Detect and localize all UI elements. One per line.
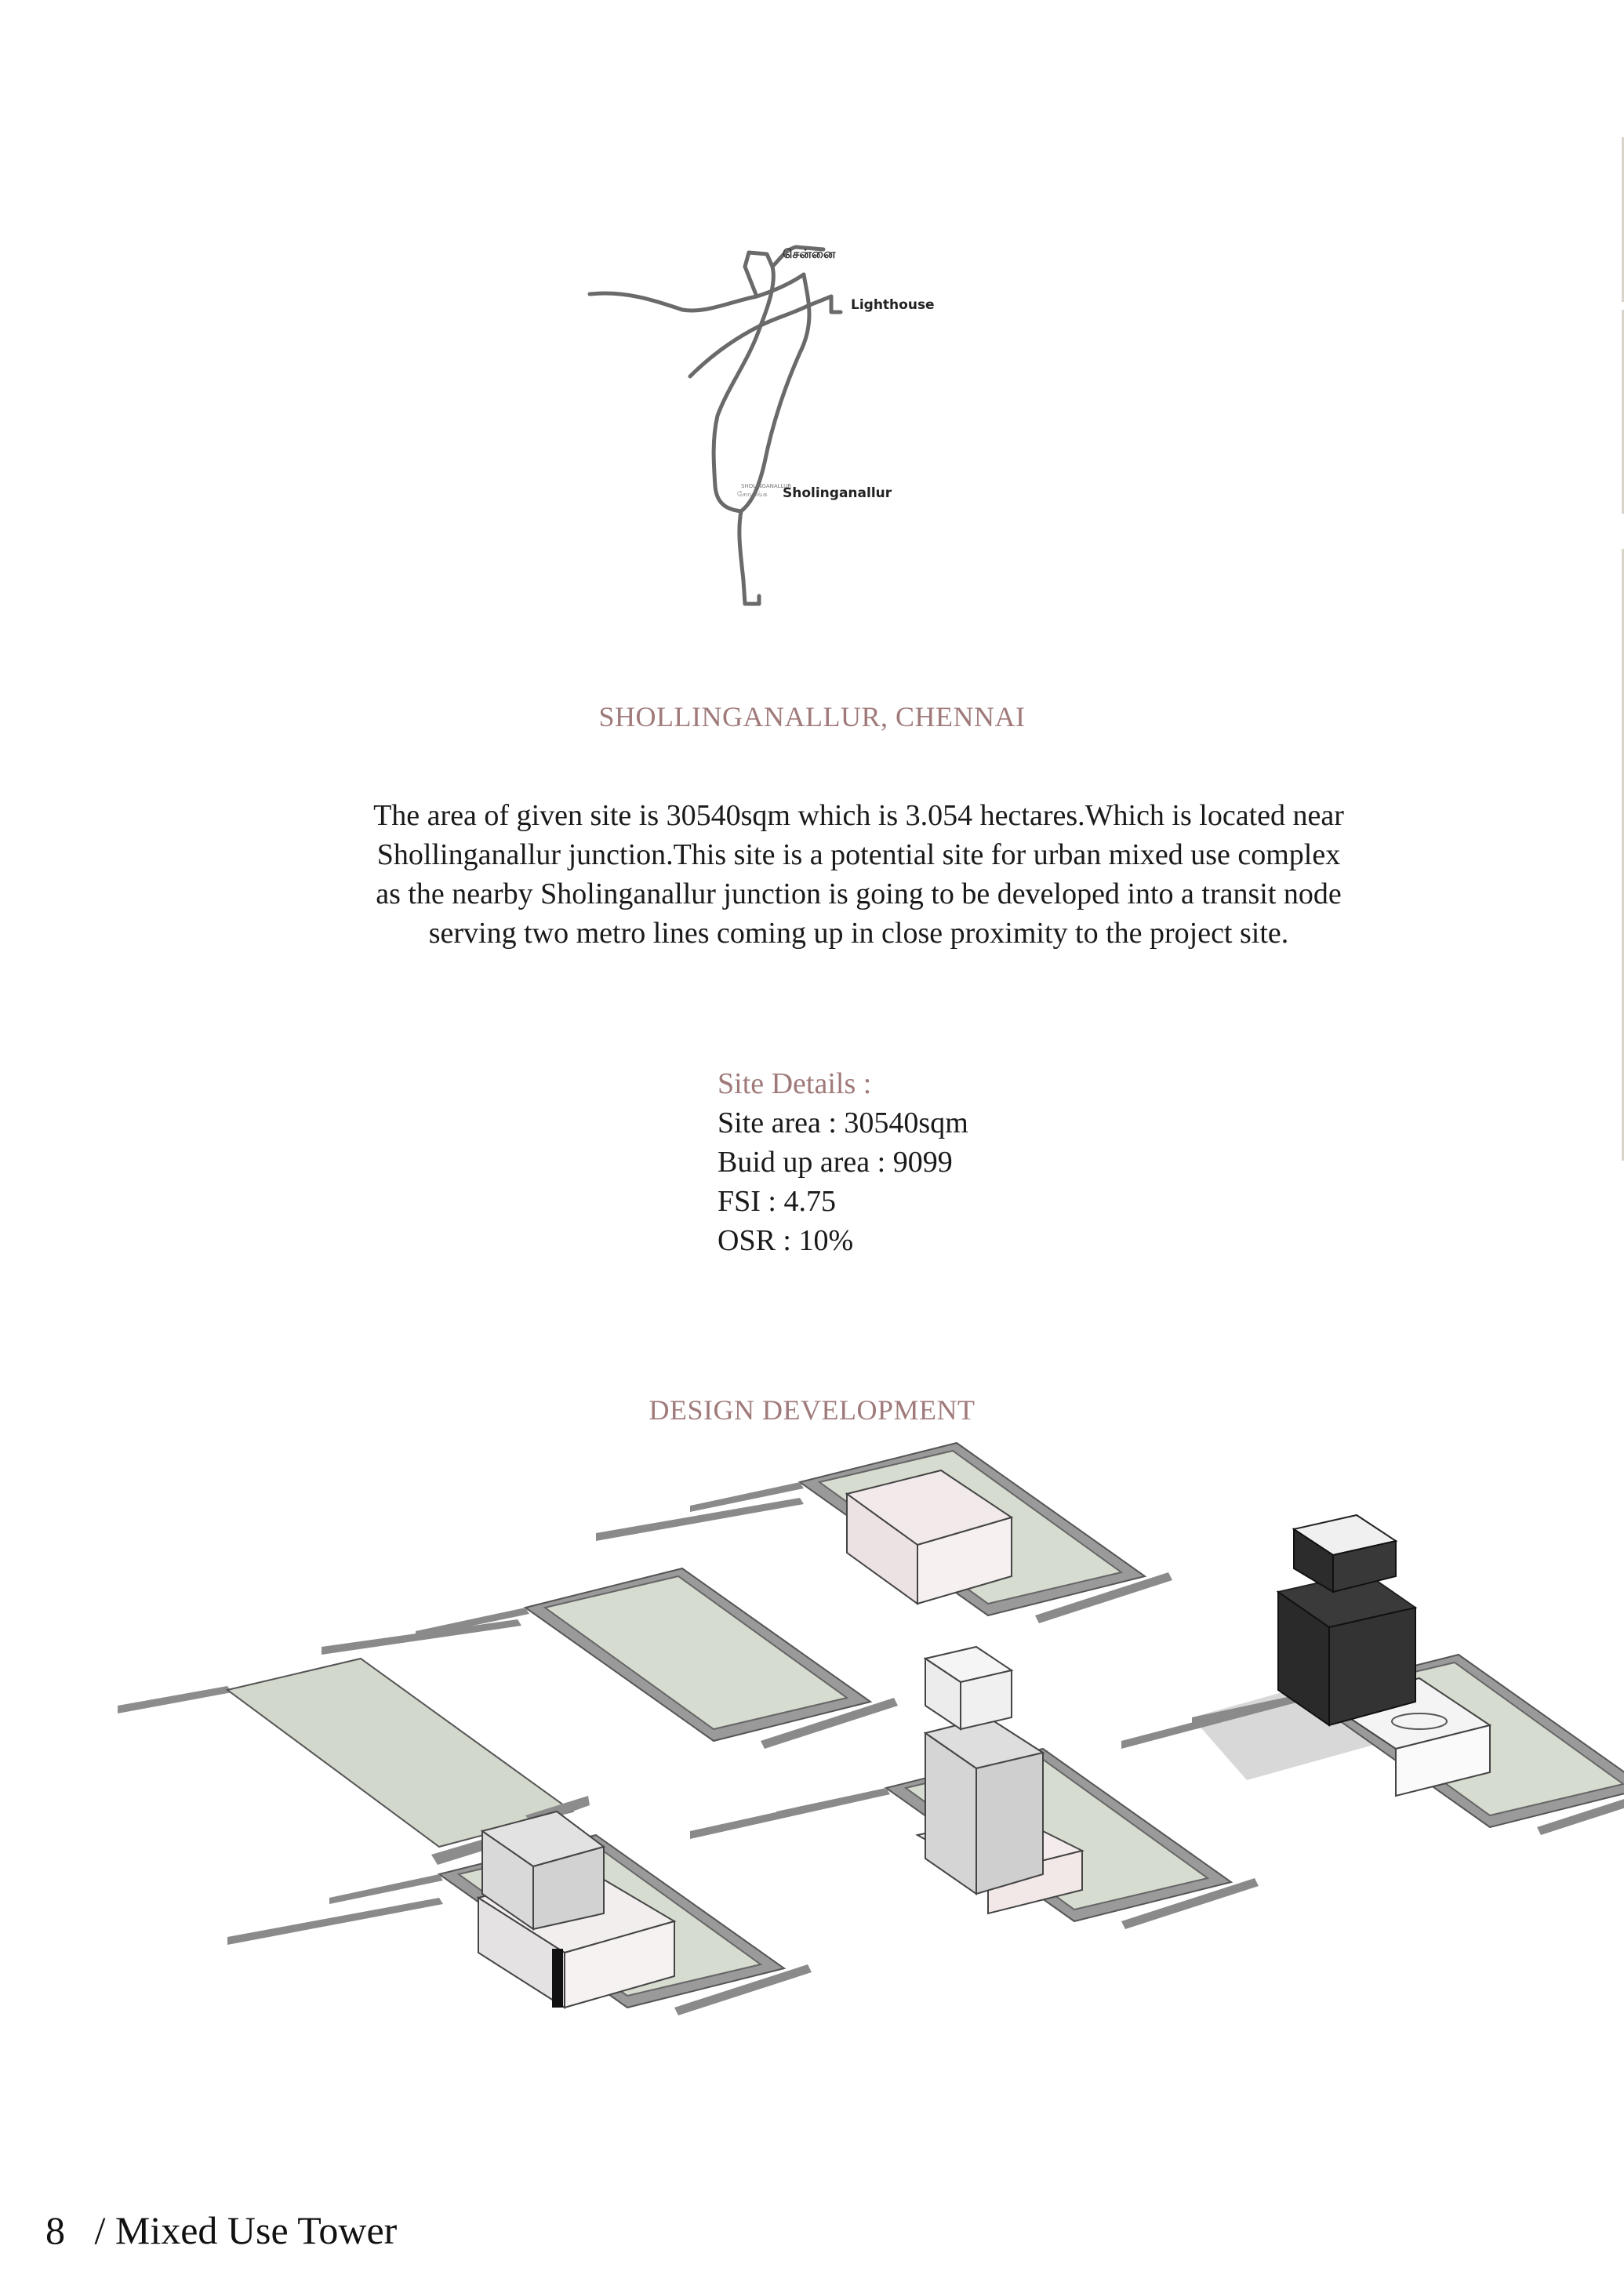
site-description bbox=[259, 796, 1459, 953]
route-line-south bbox=[739, 511, 759, 604]
page-footer bbox=[45, 2208, 397, 2253]
route-line-spur bbox=[831, 296, 841, 312]
site-detail-item: Site area : 30540sqm bbox=[718, 1107, 968, 1139]
site-details-title: Site Details : bbox=[718, 1067, 872, 1100]
site-heading: SHOLLINGANALLUR, CHENNAI bbox=[598, 701, 1026, 732]
map-label-chennai: சென்னை bbox=[783, 246, 836, 261]
stage-6-tower bbox=[1121, 1515, 1624, 1835]
design-development-diagrams bbox=[118, 1459, 1553, 2125]
site-detail-item: OSR : 10% bbox=[718, 1224, 854, 1257]
map-label-lighthouse: Lighthouse bbox=[851, 297, 935, 313]
map-label-sholinganallur: Sholinganallur bbox=[783, 485, 892, 501]
map-label-station-ta: சோழிங்க bbox=[737, 491, 768, 499]
description-line: as the nearby Sholinganallur junction is going to be developed into a transit node bbox=[376, 878, 1342, 910]
description-line: The area of given site is 30540sqm which is 3.054 hectares.Which is located near bbox=[373, 799, 1344, 832]
site-detail-item: Buid up area : 9099 bbox=[718, 1146, 953, 1179]
site-details bbox=[718, 1064, 968, 1260]
page-number: 8 bbox=[45, 2208, 65, 2252]
metro-route-map bbox=[580, 235, 935, 612]
design-heading: DESIGN DEVELOPMENT bbox=[649, 1394, 975, 1426]
description-line: Shollinganallur junction.This site is a potential site for urban mixed use complex bbox=[376, 838, 1341, 871]
site-detail-item: FSI : 4.75 bbox=[718, 1185, 836, 1218]
stage-4-massing bbox=[227, 1812, 812, 2015]
route-line-north bbox=[745, 253, 772, 296]
description-line: serving two metro lines coming up in close proximity to the project site. bbox=[428, 917, 1289, 950]
document-title: / Mixed Use Tower bbox=[94, 2208, 398, 2252]
map-label-station-en: SHOLINGANALLUR bbox=[741, 483, 792, 489]
